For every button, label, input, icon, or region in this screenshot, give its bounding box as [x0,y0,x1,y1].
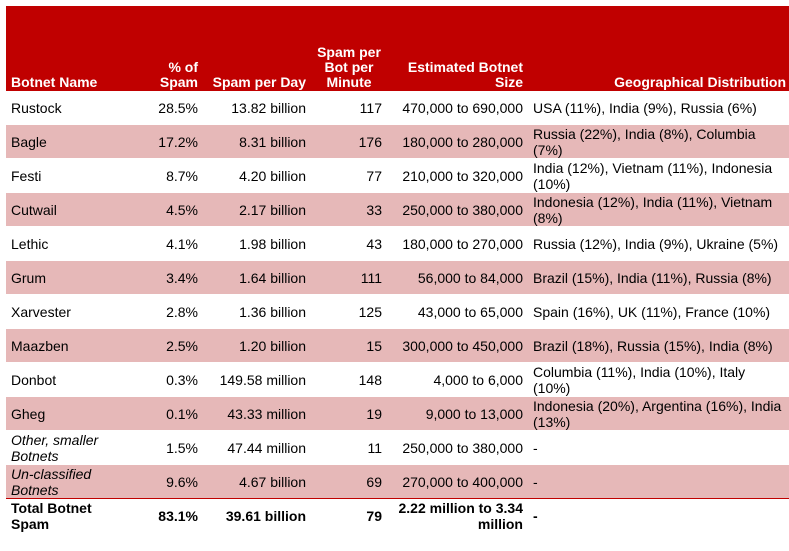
cell-geo-distribution: Indonesia (20%), Argentina (16%), India (13%) [528,397,789,431]
cell-geo-distribution: - [528,465,789,499]
cell-spam-per-day: 149.58 million [203,363,311,397]
table-row [6,329,789,363]
cell-geo-distribution: Brazil (15%), India (11%), Russia (8%) [528,261,789,295]
cell-geo-distribution: Russia (12%), India (9%), Ukraine (5%) [528,227,789,261]
cell-spam-per-day: 1.64 billion [203,261,311,295]
cell-pct-of-spam: 0.1% [128,397,203,431]
total-pct-of-spam: 83.1% [128,499,203,533]
header-geographical-distribution: Geographical Distribution [528,6,789,91]
cell-geo-distribution: USA (11%), India (9%), Russia (6%) [528,91,789,125]
cell-geo-distribution: Spain (16%), UK (11%), France (10%) [528,295,789,329]
header-pct-of-spam: % of Spam [128,6,203,91]
cell-spam-per-day: 4.20 billion [203,159,311,193]
table-row [6,465,789,499]
cell-botnet-size: 250,000 to 380,000 [387,431,528,465]
cell-pct-of-spam: 2.8% [128,295,203,329]
cell-botnet-size: 270,000 to 400,000 [387,465,528,499]
cell-spam-per-bot-minute: 15 [311,329,387,363]
cell-botnet-name: Grum [6,261,128,295]
cell-spam-per-day: 1.98 billion [203,227,311,261]
cell-botnet-size: 180,000 to 280,000 [387,125,528,159]
cell-spam-per-bot-minute: 111 [311,261,387,295]
cell-pct-of-spam: 1.5% [128,431,203,465]
cell-geo-distribution: India (12%), Vietnam (11%), Indonesia (10%) [528,159,789,193]
cell-spam-per-day: 4.67 billion [203,465,311,499]
cell-pct-of-spam: 28.5% [128,91,203,125]
cell-pct-of-spam: 2.5% [128,329,203,363]
cell-spam-per-bot-minute: 117 [311,91,387,125]
table-row [6,261,789,295]
cell-spam-per-day: 43.33 million [203,397,311,431]
cell-geo-distribution: Indonesia (12%), India (11%), Vietnam (8%) [528,193,789,227]
cell-botnet-name: Maazben [6,329,128,363]
cell-botnet-size: 250,000 to 380,000 [387,193,528,227]
table-row [6,193,789,227]
cell-spam-per-bot-minute: 77 [311,159,387,193]
cell-spam-per-day: 13.82 billion [203,91,311,125]
cell-pct-of-spam: 4.5% [128,193,203,227]
cell-pct-of-spam: 17.2% [128,125,203,159]
cell-botnet-size: 180,000 to 270,000 [387,227,528,261]
total-botnet-size: 2.22 million to 3.34 million [387,499,528,533]
cell-botnet-size: 300,000 to 450,000 [387,329,528,363]
cell-geo-distribution: - [528,431,789,465]
cell-pct-of-spam: 8.7% [128,159,203,193]
cell-botnet-name: Gheg [6,397,128,431]
cell-pct-of-spam: 3.4% [128,261,203,295]
table-row [6,431,789,465]
header-spam-per-day: Spam per Day [203,6,311,91]
cell-spam-per-day: 2.17 billion [203,193,311,227]
cell-botnet-name: Cutwail [6,193,128,227]
header-row [6,6,789,91]
header-estimated-botnet-size: Estimated Botnet Size [387,6,528,91]
table-row [6,363,789,397]
table-row [6,227,789,261]
cell-botnet-name: Donbot [6,363,128,397]
cell-geo-distribution: Russia (22%), India (8%), Columbia (7%) [528,125,789,159]
cell-spam-per-bot-minute: 176 [311,125,387,159]
table-row [6,295,789,329]
cell-spam-per-bot-minute: 33 [311,193,387,227]
cell-botnet-size: 470,000 to 690,000 [387,91,528,125]
cell-botnet-size: 56,000 to 84,000 [387,261,528,295]
header-botnet-name: Botnet Name [6,6,128,91]
cell-botnet-name: Rustock [6,91,128,125]
cell-spam-per-day: 1.20 billion [203,329,311,363]
cell-botnet-name: Xarvester [6,295,128,329]
cell-spam-per-bot-minute: 43 [311,227,387,261]
cell-botnet-name: Un-classified Botnets [6,465,128,499]
cell-spam-per-bot-minute: 69 [311,465,387,499]
cell-botnet-size: 43,000 to 65,000 [387,295,528,329]
total-spam-per-bot-minute: 79 [311,499,387,533]
cell-spam-per-day: 8.31 billion [203,125,311,159]
cell-pct-of-spam: 4.1% [128,227,203,261]
cell-botnet-size: 210,000 to 320,000 [387,159,528,193]
cell-botnet-name: Other, smaller Botnets [6,431,128,465]
cell-botnet-size: 9,000 to 13,000 [387,397,528,431]
cell-spam-per-bot-minute: 125 [311,295,387,329]
table-row [6,125,789,159]
cell-botnet-name: Lethic [6,227,128,261]
cell-geo-distribution: Brazil (18%), Russia (15%), India (8%) [528,329,789,363]
cell-spam-per-day: 47.44 million [203,431,311,465]
botnet-spam-table [6,6,789,533]
total-geo-distribution: - [528,499,789,533]
total-spam-per-day: 39.61 billion [203,499,311,533]
header-spam-per-bot-per-minute: Spam per Bot per Minute [311,6,387,91]
total-row [6,499,789,533]
cell-pct-of-spam: 9.6% [128,465,203,499]
cell-pct-of-spam: 0.3% [128,363,203,397]
cell-spam-per-day: 1.36 billion [203,295,311,329]
cell-spam-per-bot-minute: 19 [311,397,387,431]
table-row [6,397,789,431]
cell-spam-per-bot-minute: 11 [311,431,387,465]
cell-botnet-name: Festi [6,159,128,193]
cell-spam-per-bot-minute: 148 [311,363,387,397]
table-row [6,159,789,193]
cell-botnet-name: Bagle [6,125,128,159]
table-row [6,91,789,125]
cell-botnet-size: 4,000 to 6,000 [387,363,528,397]
cell-geo-distribution: Columbia (11%), India (10%), Italy (10%) [528,363,789,397]
total-botnet-name: Total Botnet Spam [6,499,128,533]
